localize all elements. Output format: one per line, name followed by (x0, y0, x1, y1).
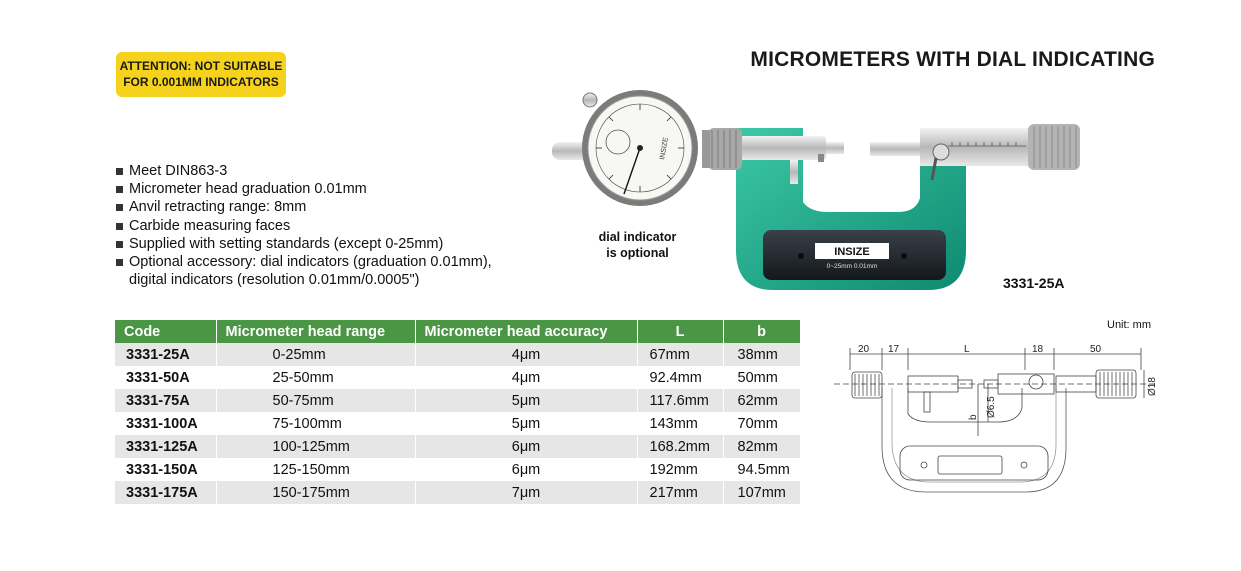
spec-table (115, 320, 801, 504)
dial-brand: INSIZE (659, 136, 670, 161)
cell-code: 3331-75A (115, 389, 216, 412)
col-code-header: Code (115, 320, 216, 343)
cell-b: 107mm (723, 481, 800, 504)
dim-d65: Ø6.5 (986, 396, 997, 418)
cell-range: 25-50mm (216, 366, 415, 389)
dim-17: 17 (888, 344, 900, 355)
col-b-header: b (723, 320, 800, 343)
table-row (115, 343, 800, 366)
feature-item: Optional accessory: dial indicators (graduation 0.01mm), (115, 253, 492, 271)
attention-line-1: ATTENTION: NOT SUITABLE (119, 59, 283, 73)
cell-L: 92.4mm (637, 366, 723, 389)
feature-item: Carbide measuring faces (115, 217, 492, 235)
dim-18: 18 (1032, 344, 1044, 355)
callout-line-2: is optional (606, 246, 669, 260)
thimble-knurl (1028, 124, 1080, 170)
table-row (115, 481, 800, 504)
cell-code: 3331-50A (115, 366, 216, 389)
cell-range: 75-100mm (216, 412, 415, 435)
cell-code: 3331-125A (115, 435, 216, 458)
table-row (115, 458, 800, 481)
retract-lever (790, 160, 798, 184)
cell-range: 125-150mm (216, 458, 415, 481)
cell-L: 117.6mm (637, 389, 723, 412)
cell-L: 192mm (637, 458, 723, 481)
plate-text: 0~25mm 0.01mm (826, 263, 878, 270)
cell-accuracy: 7μm (415, 481, 637, 504)
anvil-spindle (730, 136, 826, 160)
cell-accuracy: 4μm (415, 343, 637, 366)
cell-range: 0-25mm (216, 343, 415, 366)
cell-range: 50-75mm (216, 389, 415, 412)
table-header-row (115, 320, 800, 343)
cell-b: 70mm (723, 412, 800, 435)
cell-range: 150-175mm (216, 481, 415, 504)
cell-L: 168.2mm (637, 435, 723, 458)
attention-line-2: FOR 0.001MM INDICATORS (123, 75, 279, 89)
table-row (115, 389, 800, 412)
product-photo (548, 90, 1093, 295)
cell-b: 38mm (723, 343, 800, 366)
dial-callout (580, 229, 695, 261)
cell-accuracy: 6μm (415, 435, 637, 458)
table-row (115, 435, 800, 458)
col-L-header: L (637, 320, 723, 343)
cell-accuracy: 5μm (415, 412, 637, 435)
dim-20: 20 (858, 344, 870, 355)
cell-b: 62mm (723, 389, 800, 412)
cell-accuracy: 6μm (415, 458, 637, 481)
cell-b: 50mm (723, 366, 800, 389)
dim-b: b (968, 414, 979, 420)
attention-badge (116, 52, 286, 97)
callout-line-1: dial indicator (598, 230, 677, 244)
cell-L: 143mm (637, 412, 723, 435)
feature-item-continuation: digital indicators (resolution 0.01mm/0.0005") (129, 272, 420, 289)
feature-item: Meet DIN863-3 (115, 162, 492, 180)
cell-b: 82mm (723, 435, 800, 458)
cell-b: 94.5mm (723, 458, 800, 481)
cell-range: 100-125mm (216, 435, 415, 458)
feature-item: Anvil retracting range: 8mm (115, 198, 492, 216)
left-knurl (708, 128, 742, 170)
feature-list (115, 162, 492, 289)
feature-item: Micrometer head graduation 0.01mm (115, 180, 492, 198)
spindle (870, 142, 922, 156)
col-range-header: Micrometer head range (216, 320, 415, 343)
cell-L: 67mm (637, 343, 723, 366)
table-row (115, 366, 800, 389)
brand-logo-text: INSIZE (834, 246, 870, 258)
dim-50: 50 (1090, 344, 1102, 355)
cell-accuracy: 4μm (415, 366, 637, 389)
dim-d18: Ø18 (1147, 377, 1158, 396)
model-label: 3331-25A (1003, 275, 1065, 291)
cell-code: 3331-150A (115, 458, 216, 481)
technical-drawing (830, 336, 1160, 506)
cell-L: 217mm (637, 481, 723, 504)
table-row (115, 412, 800, 435)
cell-code: 3331-175A (115, 481, 216, 504)
page-title: MICROMETERS WITH DIAL INDICATING (750, 48, 1155, 71)
feature-item: Supplied with setting standards (except 0-25mm) (115, 235, 492, 253)
lock-knob (933, 144, 949, 160)
cell-accuracy: 5μm (415, 389, 637, 412)
cell-code: 3331-25A (115, 343, 216, 366)
col-accuracy-header: Micrometer head accuracy (415, 320, 637, 343)
unit-label: Unit: mm (1107, 319, 1151, 331)
cell-code: 3331-100A (115, 412, 216, 435)
dim-L: L (964, 344, 970, 355)
